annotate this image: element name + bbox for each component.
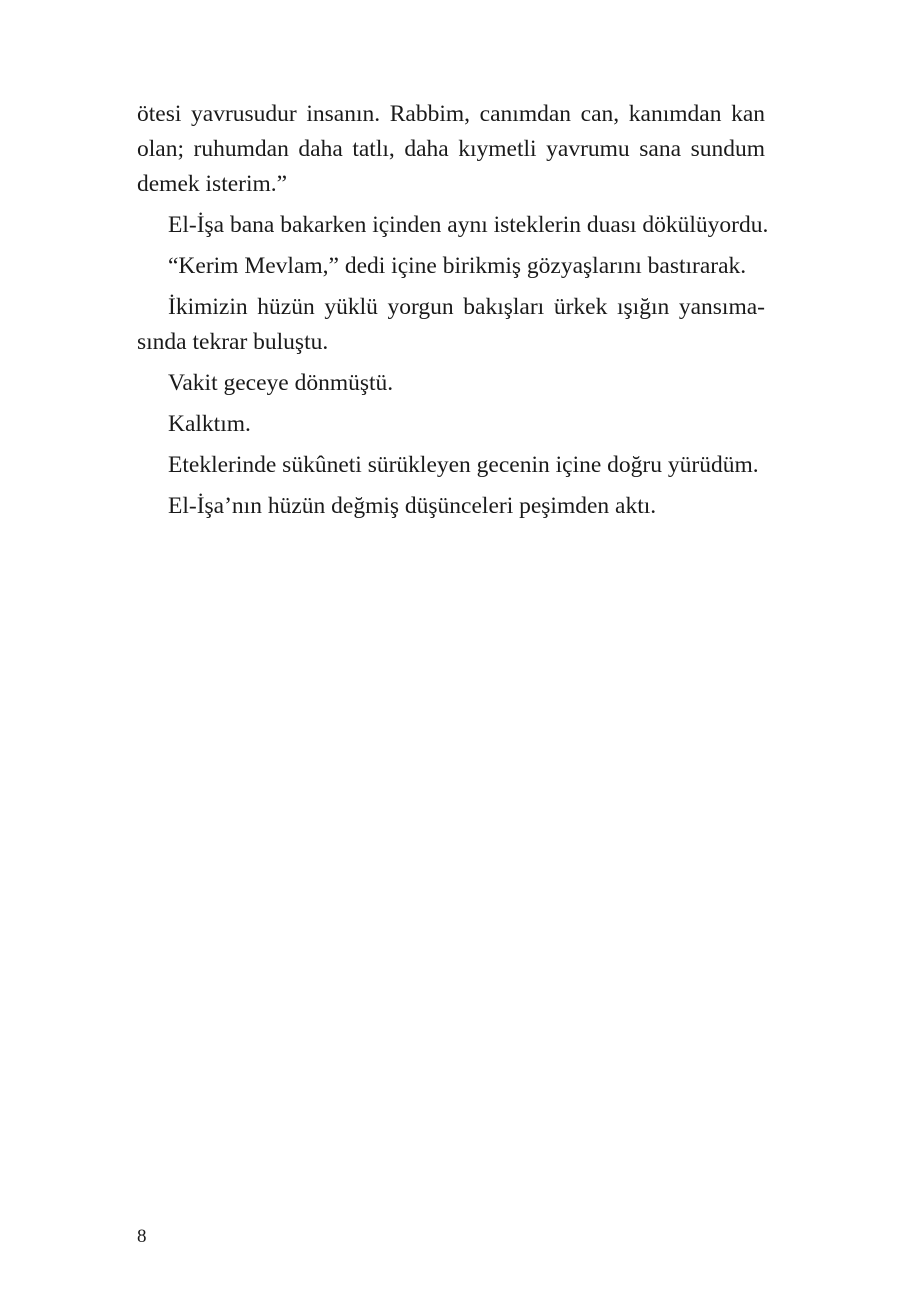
body-text bbox=[137, 97, 769, 530]
text-line: olan; ruhumdan daha tatlı, daha kıymetli yavrumu sana sundum bbox=[137, 136, 765, 162]
paragraph-1 bbox=[137, 97, 765, 202]
text-line: Vakit geceye dönmüştü. bbox=[168, 370, 394, 396]
paragraph-7 bbox=[137, 448, 765, 483]
page-number: 8 bbox=[137, 1226, 147, 1247]
text-line: demek isterim.” bbox=[137, 171, 288, 197]
paragraph-4 bbox=[137, 290, 765, 360]
text-line: ötesi yavrusudur insanın. Rabbim, canımdan can, kanımdan kan bbox=[137, 101, 765, 127]
text-line: Eteklerinde sükûneti sürükleyen gecenin içine doğru yürüdüm. bbox=[168, 452, 759, 478]
text-line: Kalktım. bbox=[168, 411, 251, 437]
paragraph-5 bbox=[137, 366, 765, 401]
paragraph-8 bbox=[137, 489, 765, 524]
text-line: El-İşa’nın hüzün değmiş düşünceleri peşimden aktı. bbox=[168, 493, 657, 519]
paragraph-3 bbox=[137, 249, 765, 284]
text-line: El-İşa bana bakarken içinden aynı isteklerin duası dökülüyordu. bbox=[168, 212, 769, 238]
paragraph-6 bbox=[137, 407, 765, 442]
paragraph-2 bbox=[137, 208, 769, 243]
text-line: “Kerim Mevlam,” dedi içine birikmiş gözyaşlarını bastırarak. bbox=[168, 253, 747, 279]
text-line: sında tekrar buluştu. bbox=[137, 329, 329, 355]
text-line: İkimizin hüzün yüklü yorgun bakışları ürkek ışığın yansıma- bbox=[168, 294, 765, 320]
